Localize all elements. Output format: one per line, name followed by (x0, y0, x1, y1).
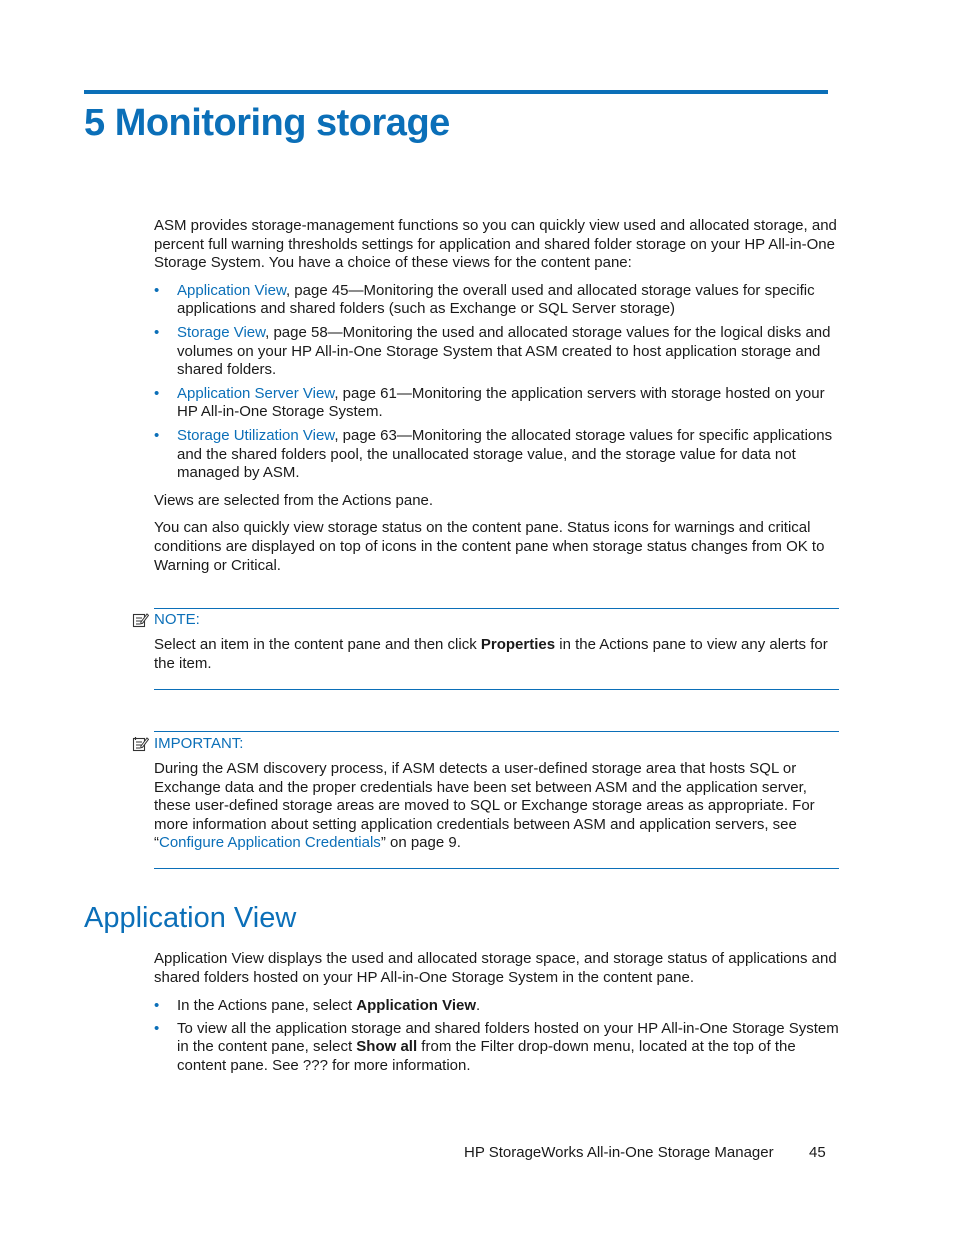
section-title-application-view: Application View (84, 902, 297, 934)
intro-paragraph: ASM provides storage-management functions so you can quickly view used and allocated storage, and percent full warning thresholds settings for application and shared folder storage on your HP All-in-One Storage System. You have a choice of these views for the content pane: (154, 217, 837, 272)
views-selected-paragraph: Views are selected from the Actions pane. (154, 491, 434, 509)
list-item (154, 1020, 844, 1076)
storage-view-link[interactable]: Storage View (177, 323, 266, 341)
footer-product: HP StorageWorks All-in-One Storage Manager (464, 1144, 774, 1161)
note-body (154, 636, 844, 673)
list-item-text: , page 58—Monitoring the used and allocated storage values for the logical disks and volumes on your HP All-in-One Storage System that ASM created to host application storage and shared folders. (177, 323, 831, 379)
step-text: In the Actions pane, select (177, 997, 357, 1015)
application-view-paragraph: Application View displays the used and allocated storage space, and storage status of applications and shared folders hosted on your HP All-in-One Storage System in the content pane. (154, 950, 837, 986)
important-header (132, 735, 243, 752)
properties-term: Properties (480, 636, 556, 653)
note-label: NOTE: (154, 611, 200, 628)
important-text: During the ASM discovery process, if ASM detects a user-defined storage area that hosts SQL or Exchange data and the proper credentials have been set between ASM and the application server, these user-defined storage areas are moved to SQL or Exchange storage areas as appropriate. For more information about setting application credentials between ASM and application servers, see (154, 760, 815, 833)
chapter-title: 5 Monitoring storage (84, 102, 450, 144)
step-text-end: from the Filter drop-down menu, located at the top of the content pane. See ??? for more information. (177, 1038, 796, 1074)
list-item (154, 385, 844, 422)
status-paragraph: You can also quickly view storage status on the content pane. Status icons for warnings and critical conditions are displayed on top of icons in the content pane when storage status changes from OK to Warning or Critical. (154, 519, 825, 574)
list-item (154, 997, 844, 1016)
reference-page: ” on page 9. (380, 834, 461, 852)
note-text-before: Select an item in the content pane and then click (154, 636, 481, 653)
note-icon (132, 612, 149, 628)
list-item (154, 324, 844, 380)
footer-page-number: 45 (809, 1144, 826, 1161)
note-text-after: in the Actions pane to view any alerts for the item. (154, 636, 828, 672)
list-item-text: , page 45—Monitoring the overall used and allocated storage values for specific applications and shared folders (such as Exchange or SQL Server storage) (177, 281, 815, 318)
note-bottom-rule (154, 689, 839, 690)
important-bottom-rule (154, 868, 839, 869)
application-view-section (154, 950, 844, 1076)
important-top-rule (154, 731, 839, 732)
important-reference (154, 834, 844, 853)
configure-application-credentials-link[interactable]: Configure Application Credentials (159, 834, 381, 852)
show-all-term: Show all (356, 1038, 418, 1056)
note-text (154, 636, 844, 673)
storage-utilization-view-link[interactable]: Storage Utilization View (177, 426, 335, 444)
list-item (154, 427, 844, 483)
note-header (132, 611, 200, 628)
list-item-text: , page 63—Monitoring the allocated storage values for specific applications and the shared folders pool, the unallocated storage value, and the storage value for data not managed by ASM. (177, 426, 833, 482)
chapter-top-rule (84, 90, 828, 94)
note-top-rule (154, 608, 839, 609)
quote-open: “ (154, 834, 159, 852)
important-body (154, 760, 844, 853)
intro-section (154, 217, 844, 575)
list-item-text: , page 61—Monitoring the application servers with storage hosted on your HP All-in-One Storage System. (177, 384, 825, 421)
list-item (154, 282, 844, 319)
application-server-view-link[interactable]: Application Server View (177, 384, 335, 402)
application-view-link[interactable]: Application View (177, 281, 286, 299)
views-list (154, 282, 844, 483)
application-view-term: Application View (356, 997, 477, 1015)
step-text: To view all the application storage and shared folders hosted on your HP All-in-One Storage System in the content pane, select (177, 1019, 839, 1056)
step-text-end: . (476, 997, 481, 1015)
application-view-steps (154, 997, 844, 1075)
important-icon (132, 736, 149, 752)
important-label: IMPORTANT: (154, 735, 244, 752)
